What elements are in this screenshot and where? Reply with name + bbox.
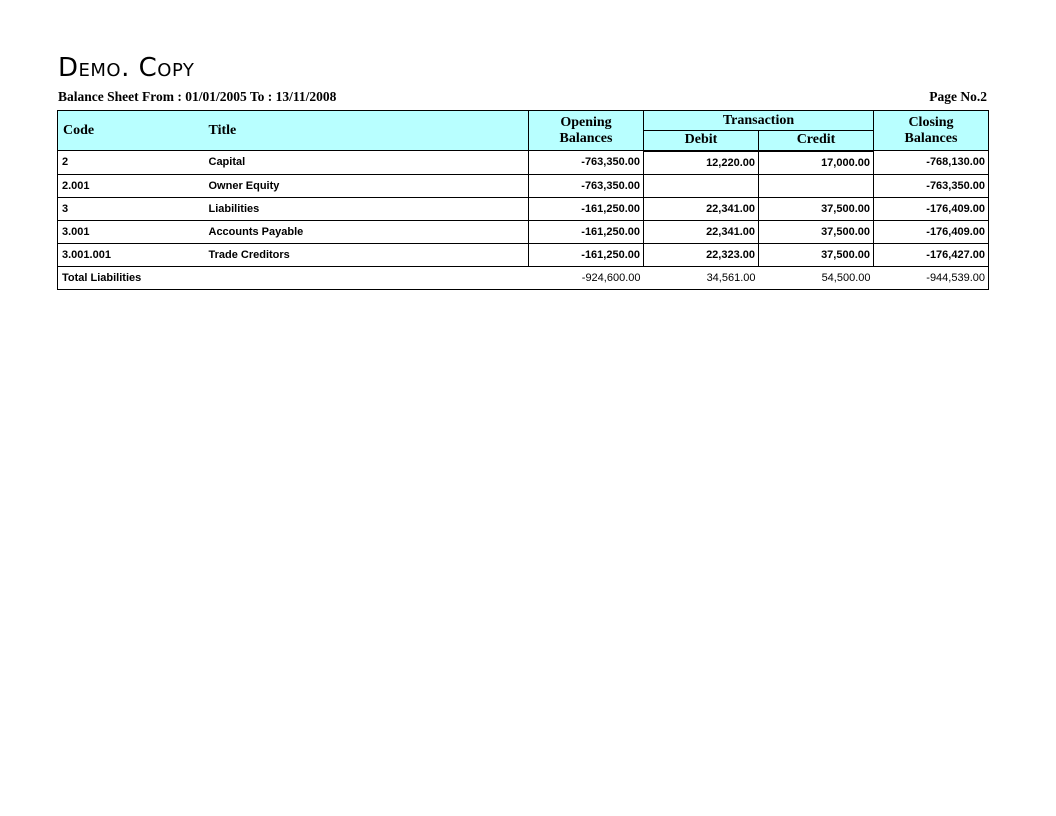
- table-row: [58, 197, 989, 220]
- total-debit: 34,561.00: [644, 266, 759, 289]
- table-row: [58, 151, 989, 175]
- header-closing-balances: [874, 111, 989, 151]
- credit-amount: 37,500.00: [759, 197, 874, 220]
- account-code: 3: [58, 197, 206, 220]
- closing-balance: -176,427.00: [874, 243, 989, 266]
- debit-amount: 22,341.00: [644, 197, 759, 220]
- header-transaction: Transaction: [644, 111, 874, 131]
- account-title: Liabilities: [206, 197, 529, 220]
- debit-amount: [644, 174, 759, 197]
- total-closing: -944,539.00: [874, 266, 989, 289]
- table-row: [58, 220, 989, 243]
- total-row: [58, 266, 989, 289]
- debit-amount: 22,341.00: [644, 220, 759, 243]
- header-closing-line1: Closing: [908, 114, 954, 130]
- opening-balance: -161,250.00: [529, 243, 644, 266]
- closing-balance: -763,350.00: [874, 174, 989, 197]
- balance-sheet-table: [57, 110, 989, 290]
- company-name: Demo. Copy: [58, 53, 195, 83]
- credit-amount: 37,500.00: [759, 220, 874, 243]
- account-title: Owner Equity: [206, 174, 529, 197]
- total-label: Total Liabilities: [58, 266, 529, 289]
- header-credit: Credit: [759, 131, 874, 151]
- account-code: 2: [58, 151, 206, 175]
- account-title: Trade Creditors: [206, 243, 529, 266]
- debit-amount: 22,323.00: [644, 243, 759, 266]
- header-debit: Debit: [644, 131, 759, 151]
- credit-amount: 37,500.00: [759, 243, 874, 266]
- table-row: [58, 243, 989, 266]
- account-title: Capital: [206, 151, 529, 175]
- opening-balance: -161,250.00: [529, 220, 644, 243]
- header-opening-balances: [529, 111, 644, 151]
- header-code: Code: [58, 111, 206, 151]
- account-title: Accounts Payable: [206, 220, 529, 243]
- opening-balance: -763,350.00: [529, 151, 644, 175]
- opening-balance: -161,250.00: [529, 197, 644, 220]
- header-opening-line2: Balances: [559, 130, 613, 146]
- account-code: 3.001.001: [58, 243, 206, 266]
- header-opening-line1: Opening: [560, 114, 612, 130]
- total-opening: -924,600.00: [529, 266, 644, 289]
- page-number: Page No.2: [929, 89, 987, 104]
- total-credit: 54,500.00: [759, 266, 874, 289]
- opening-balance: -763,350.00: [529, 174, 644, 197]
- closing-balance: -176,409.00: [874, 197, 989, 220]
- report-subtitle: Balance Sheet From : 01/01/2005 To : 13/11/2008: [58, 89, 337, 104]
- account-code: 2.001: [58, 174, 206, 197]
- credit-amount: [759, 174, 874, 197]
- header-title: Title: [206, 111, 529, 151]
- closing-balance: -768,130.00: [874, 151, 989, 175]
- closing-balance: -176,409.00: [874, 220, 989, 243]
- credit-amount: 17,000.00: [759, 151, 874, 175]
- account-code: 3.001: [58, 220, 206, 243]
- table-row: [58, 174, 989, 197]
- debit-amount: 12,220.00: [644, 151, 759, 175]
- header-closing-line2: Balances: [904, 130, 958, 146]
